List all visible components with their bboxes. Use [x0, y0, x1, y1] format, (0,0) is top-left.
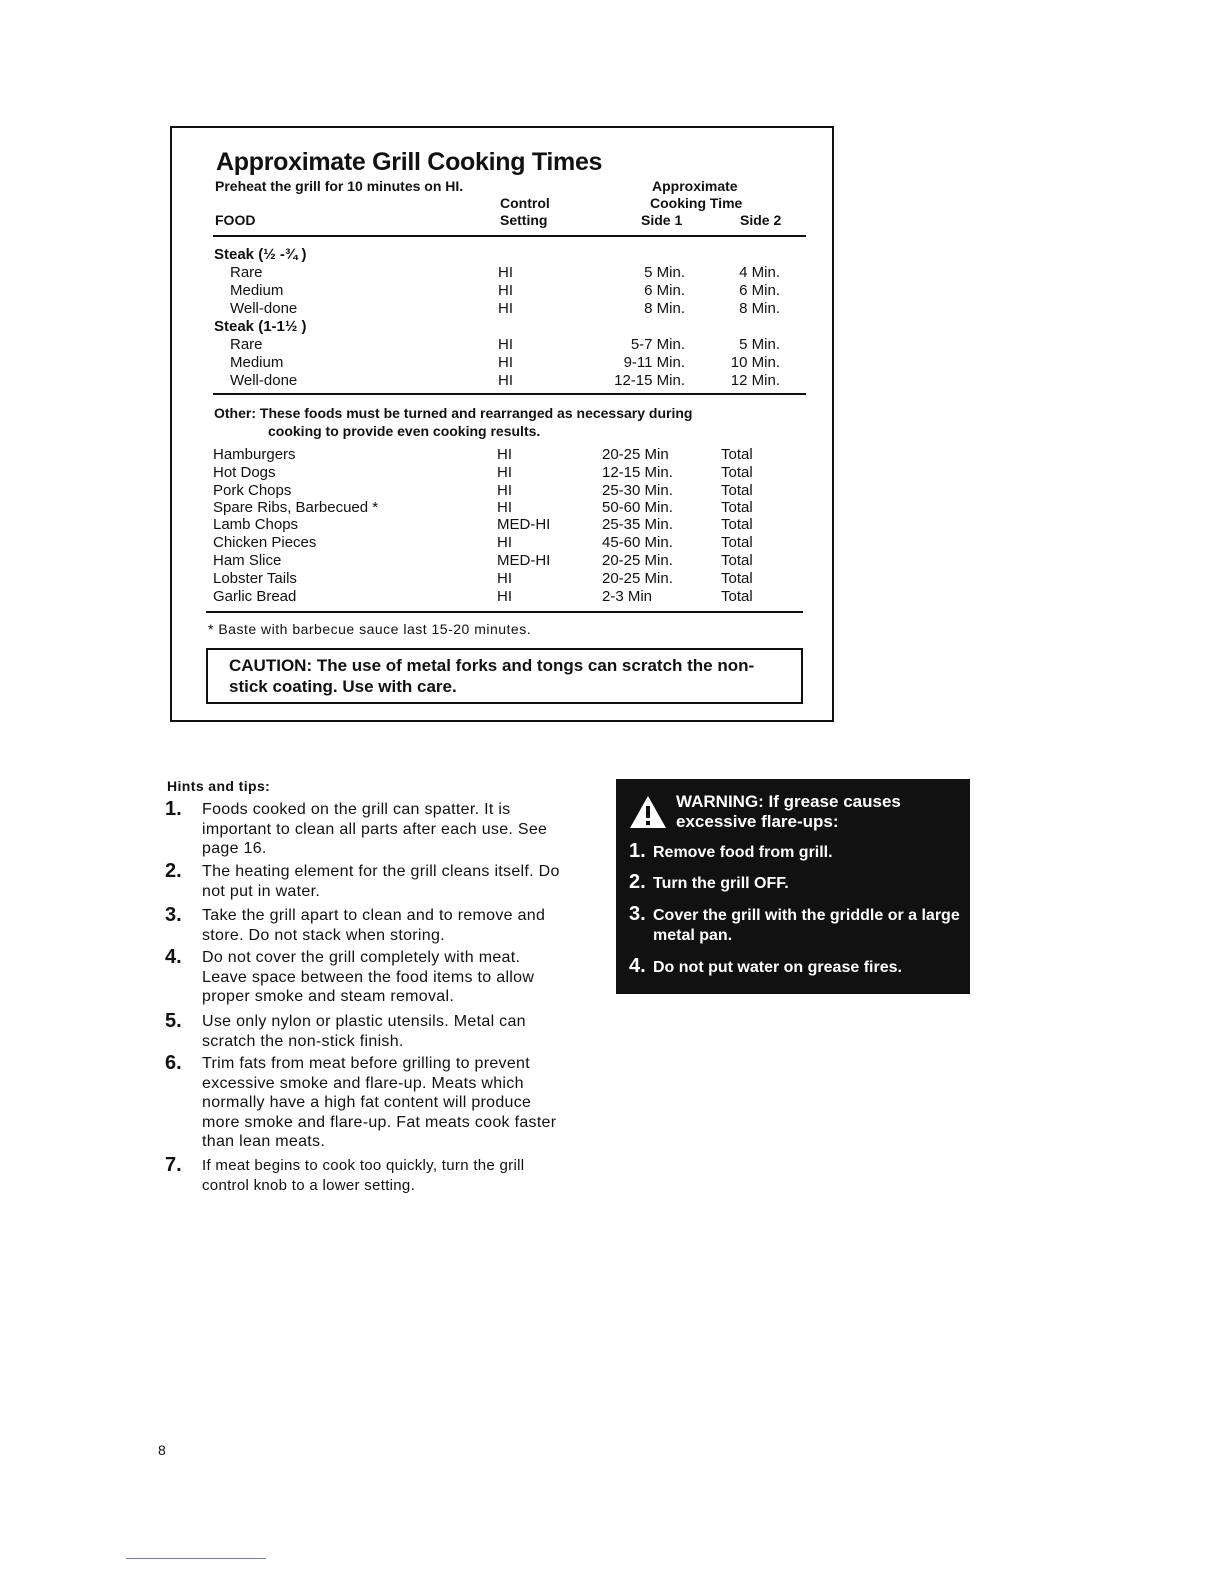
food-cell: Garlic Bread: [213, 588, 297, 605]
other-foods-note: [214, 404, 814, 440]
total-cell: Total: [721, 516, 753, 533]
page-number: 8: [158, 1442, 166, 1458]
time-cell: 25-30 Min.: [602, 482, 673, 499]
side2-cell: 4 Min.: [739, 264, 780, 281]
chart-title: Approximate Grill Cooking Times: [216, 148, 603, 176]
total-cell: Total: [721, 588, 753, 605]
warning-item-text: Cover the grill with the griddle or a large metal pan.: [653, 907, 960, 944]
total-cell: Total: [721, 499, 753, 516]
col-header-side-1: Side 1: [641, 212, 683, 228]
bottom-rule: [126, 1558, 266, 1559]
setting-cell: HI: [497, 446, 512, 463]
table-row: [0, 282, 1224, 300]
hint-number: 4.: [165, 946, 182, 968]
hint-text: Take the grill apart to clean and to remove and store. Do not stack when storing.: [202, 907, 546, 944]
hint-text: Foods cooked on the grill can spatter. It is important to clean all parts after each use. See page 16.: [202, 801, 548, 857]
setting-cell: HI: [497, 588, 512, 605]
table-row: [0, 464, 1224, 482]
setting-cell: HI: [498, 264, 513, 281]
group-label: Steak (1-1½ ): [214, 318, 307, 335]
table-group-row: [0, 246, 1224, 264]
setting-cell: HI: [497, 570, 512, 587]
table-row: [0, 354, 1224, 372]
hint-number: 6.: [165, 1052, 182, 1074]
table-bottom-divider: [206, 611, 803, 613]
side2-cell: 5 Min.: [739, 336, 780, 353]
col-header-approximate: Approximate: [652, 178, 738, 194]
food-cell: Rare: [230, 264, 263, 281]
food-cell: Well-done: [230, 372, 298, 389]
food-cell: Ham Slice: [213, 552, 282, 569]
table-row: [0, 516, 1224, 534]
side2-cell: 10 Min.: [730, 354, 780, 371]
setting-cell: MED-HI: [497, 516, 551, 533]
time-cell: 2-3 Min: [602, 588, 653, 605]
warning-title: WARNING: If grease causes excessive flare-ups:: [676, 792, 901, 831]
hint-number: 3.: [165, 904, 182, 926]
total-cell: Total: [721, 570, 753, 587]
preheat-instruction: Preheat the grill for 10 minutes on HI.: [215, 178, 464, 194]
other-label: Other:: [214, 405, 256, 421]
hint-text: Do not cover the grill completely with meat. Leave space between the food items to allow proper smoke and steam removal.: [202, 949, 535, 1005]
header-divider: [213, 235, 806, 237]
setting-cell: HI: [498, 372, 513, 389]
time-cell: 20-25 Min.: [602, 552, 673, 569]
col-header-cooking-time: Cooking Time: [650, 195, 743, 211]
warning-item-number: 4.: [629, 955, 646, 977]
side1-cell: 9-11 Min.: [623, 354, 685, 371]
side1-cell: 6 Min.: [644, 282, 685, 299]
table-row: [0, 300, 1224, 318]
side2-cell: 8 Min.: [739, 300, 780, 317]
warning-item-number: 3.: [629, 903, 646, 925]
side2-cell: 6 Min.: [739, 282, 780, 299]
table-row: [0, 499, 1224, 517]
time-cell: 20-25 Min: [602, 446, 669, 463]
setting-cell: HI: [497, 534, 512, 551]
total-cell: Total: [721, 552, 753, 569]
hints-title: Hints and tips:: [167, 778, 271, 794]
food-cell: Chicken Pieces: [213, 534, 317, 551]
total-cell: Total: [721, 482, 753, 499]
table-row: [0, 372, 1224, 390]
setting-cell: HI: [498, 354, 513, 371]
other-note-line-1: These foods must be turned and rearranged as necessary during: [259, 405, 693, 421]
setting-cell: HI: [498, 336, 513, 353]
food-cell: Medium: [230, 282, 284, 299]
food-cell: Lamb Chops: [213, 516, 299, 533]
food-cell: Medium: [230, 354, 284, 371]
side1-cell: 5-7 Min.: [630, 336, 685, 353]
setting-cell: HI: [497, 464, 512, 481]
setting-cell: HI: [497, 499, 512, 516]
table-row: [0, 446, 1224, 464]
table-row: [0, 264, 1224, 282]
hint-text: Trim fats from meat before grilling to prevent excessive smoke and flare-up. Meats which normally have a high fat content will produce more smoke and flare-up. Fat meats cook faster than lean meats.: [202, 1055, 557, 1150]
food-cell: Hot Dogs: [213, 464, 276, 481]
table-row: [0, 534, 1224, 552]
time-cell: 20-25 Min.: [602, 570, 673, 587]
time-cell: 25-35 Min.: [602, 516, 673, 533]
warning-item-text: Remove food from grill.: [653, 844, 833, 861]
caution-text: CAUTION: The use of metal forks and tongs can scratch the non-stick coating. Use with care.: [229, 656, 755, 696]
food-cell: Spare Ribs, Barbecued *: [213, 499, 379, 516]
other-note-line-2: cooking to provide even cooking results.: [268, 423, 541, 439]
food-cell: Well-done: [230, 300, 298, 317]
food-cell: Lobster Tails: [213, 570, 297, 587]
col-header-food: FOOD: [215, 212, 256, 228]
food-cell: Rare: [230, 336, 263, 353]
table-row: [0, 552, 1224, 570]
setting-cell: MED-HI: [497, 552, 551, 569]
side1-cell: 8 Min.: [644, 300, 685, 317]
table-row: [0, 588, 1224, 606]
table-row: [0, 482, 1224, 500]
side2-cell: 12 Min.: [730, 372, 780, 389]
footnote: * Baste with barbecue sauce last 15-20 minutes.: [208, 621, 532, 637]
group-label: Steak (½ -¾ ): [214, 246, 307, 263]
steak-section-divider: [213, 393, 806, 395]
hint-text: The heating element for the grill cleans itself. Do not put in water.: [202, 863, 560, 900]
hint-number: 2.: [165, 860, 182, 882]
time-cell: 12-15 Min.: [602, 464, 673, 481]
col-header-control: Control: [500, 195, 550, 211]
hint-number: 1.: [165, 798, 182, 820]
warning-item-number: 1.: [629, 840, 646, 862]
table-row: [0, 336, 1224, 354]
time-cell: 50-60 Min.: [602, 499, 673, 516]
col-header-side-2: Side 2: [740, 212, 782, 228]
hint-text: Use only nylon or plastic utensils. Metal can scratch the non-stick finish.: [202, 1013, 526, 1050]
setting-cell: HI: [498, 300, 513, 317]
col-header-setting: Setting: [500, 212, 548, 228]
hint-text: If meat begins to cook too quickly, turn the grill control knob to a lower setting.: [202, 1157, 525, 1194]
food-cell: Hamburgers: [213, 446, 296, 463]
table-row: [0, 570, 1224, 588]
side1-cell: 12-15 Min.: [614, 372, 685, 389]
hint-number: 7.: [165, 1154, 182, 1176]
warning-triangle-icon: [628, 794, 668, 835]
hint-number: 5.: [165, 1010, 182, 1032]
warning-item-text: Do not put water on grease fires.: [653, 959, 902, 976]
warning-item-number: 2.: [629, 871, 646, 893]
table-group-row: [0, 318, 1224, 336]
setting-cell: HI: [497, 482, 512, 499]
side1-cell: 5 Min.: [644, 264, 685, 281]
total-cell: Total: [721, 464, 753, 481]
total-cell: Total: [721, 534, 753, 551]
time-cell: 45-60 Min.: [602, 534, 673, 551]
food-cell: Pork Chops: [213, 482, 292, 499]
total-cell: Total: [721, 446, 753, 463]
warning-item-text: Turn the grill OFF.: [653, 875, 789, 892]
setting-cell: HI: [498, 282, 513, 299]
